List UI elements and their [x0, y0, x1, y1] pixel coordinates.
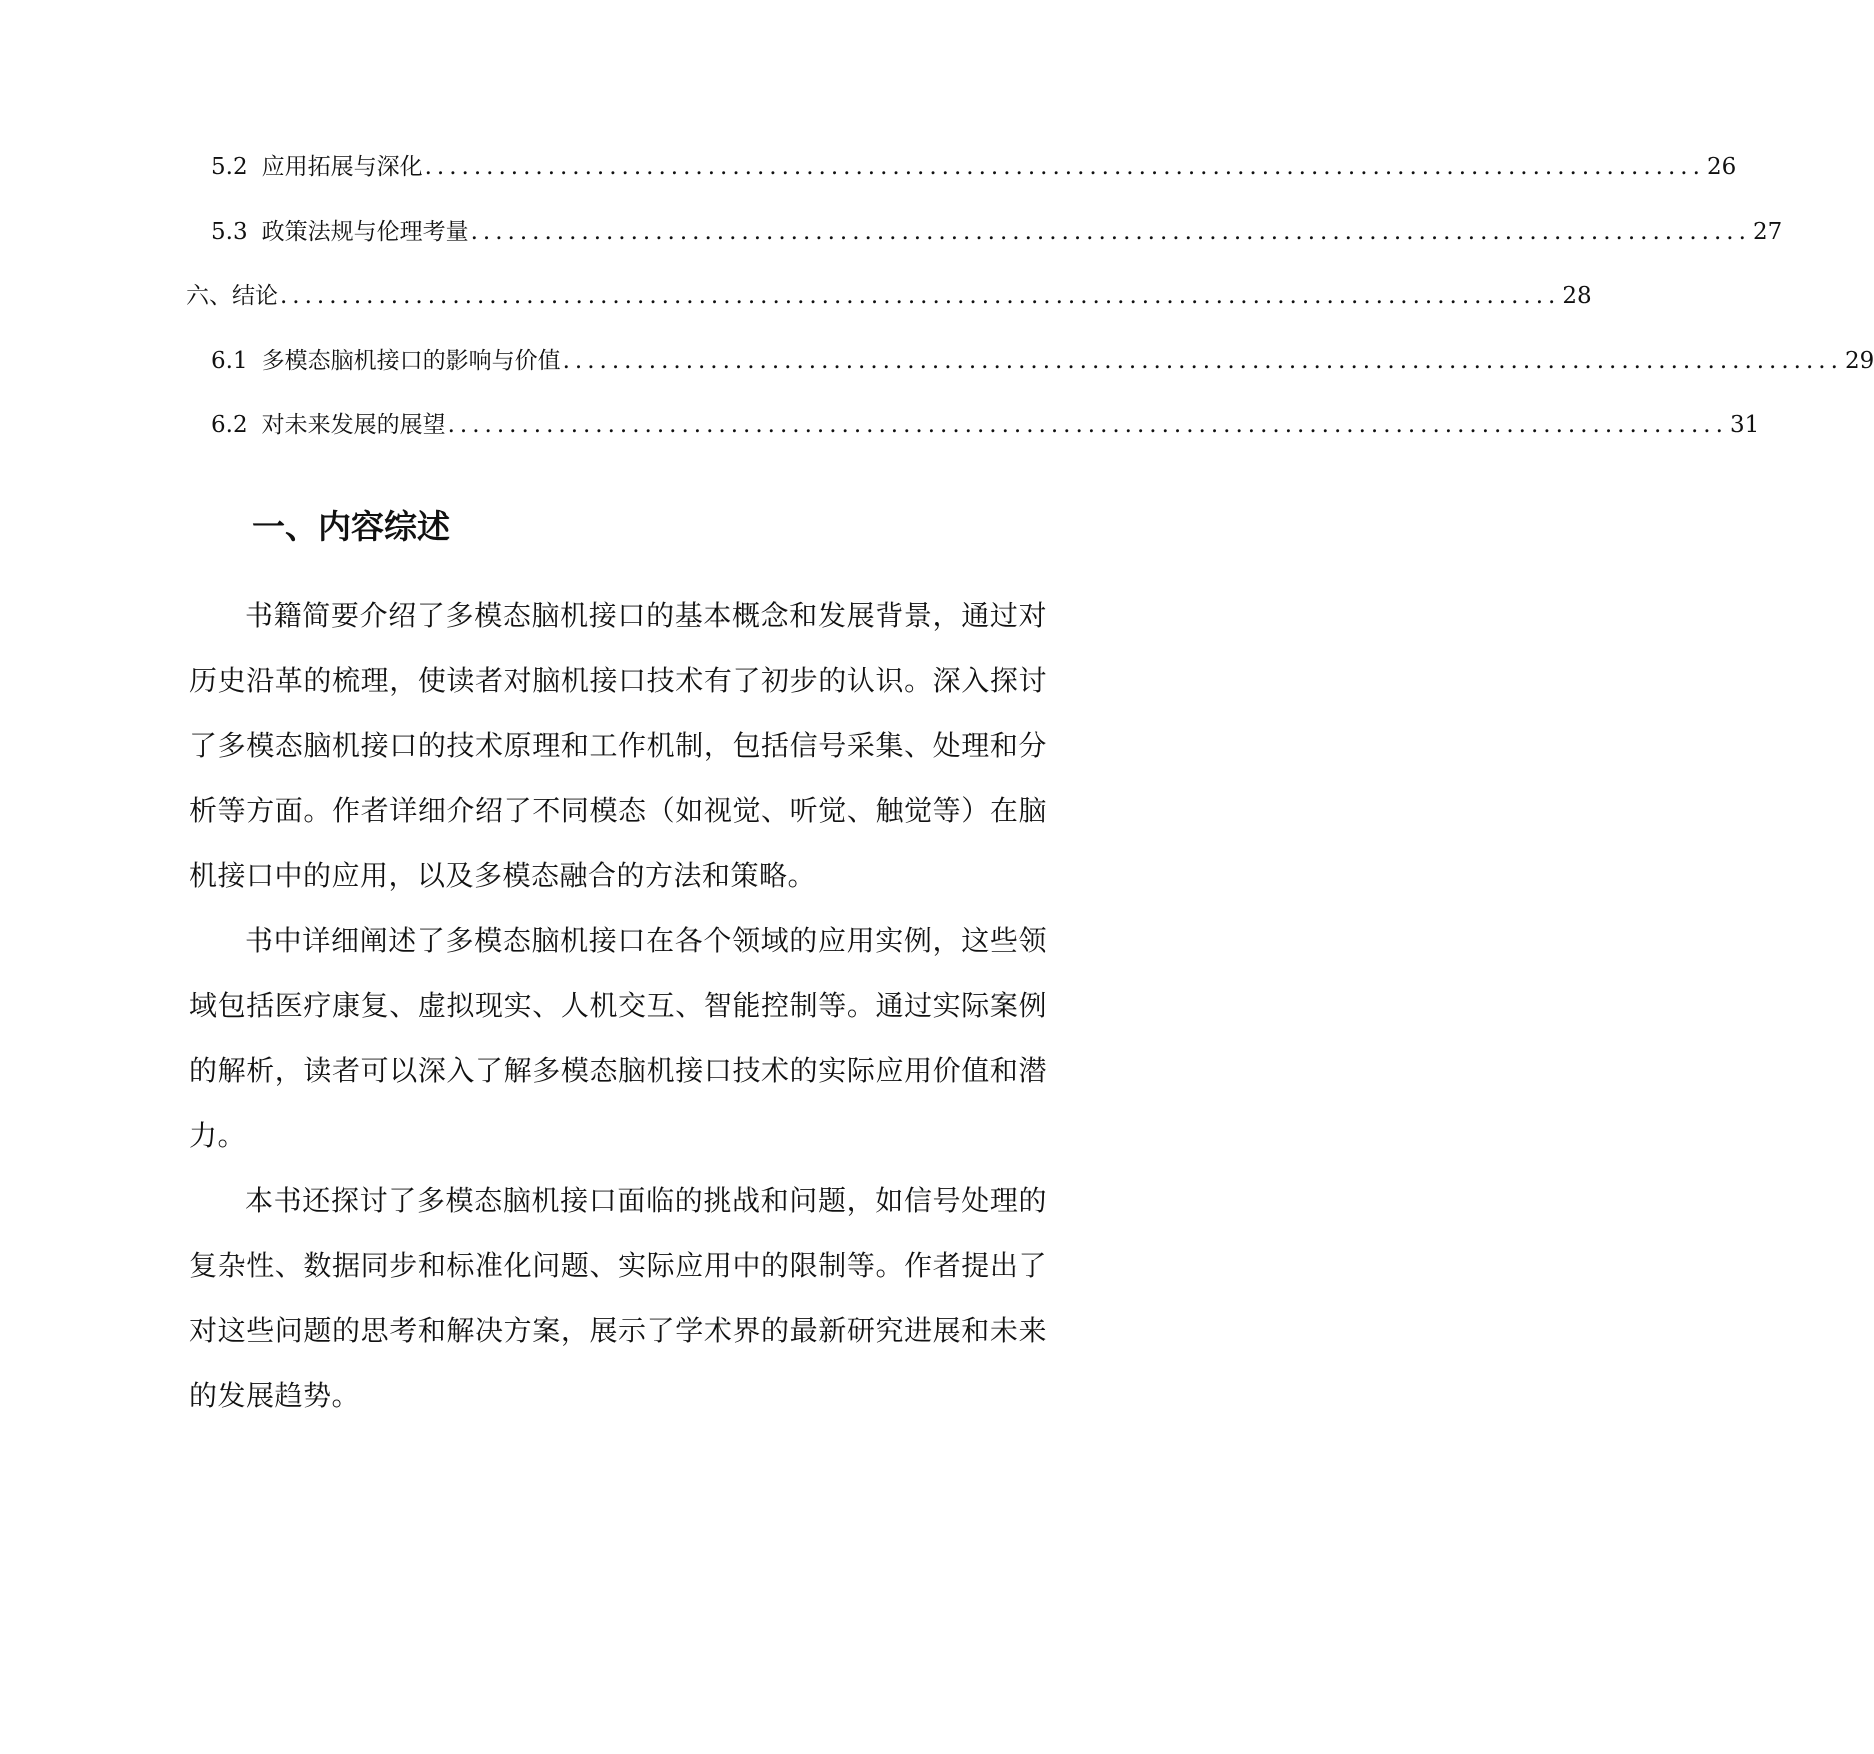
section-body [189, 583, 1047, 1428]
body-paragraph: 本书还探讨了多模态脑机接口面临的挑战和问题，如信号处理的复杂性、数据同步和标准化问题、实际应用中的限制等。作者提出了对这些问题的思考和解决方案，展示了学术界的最新研究进展和未来的发展趋势。 [189, 1184, 1047, 1412]
toc-entry-title: 政策法规与伦理考量 [261, 219, 469, 245]
toc-leader-dots: ........................................................................................................ [424, 154, 1705, 180]
toc-entry-title: 六、结论 [186, 283, 278, 309]
section-heading: 一、内容综述 [252, 507, 450, 546]
toc-leader-dots: ........................................................................................................ [470, 219, 1751, 245]
toc-entry-number: 6.2 [211, 412, 248, 438]
toc-entry-number: 6.1 [211, 348, 248, 374]
toc-entry-number: 5.2 [211, 154, 248, 180]
toc-leader-dots: ........................................................................................................ [562, 348, 1843, 374]
body-paragraph: 书中详细阐述了多模态脑机接口在各个领域的应用实例，这些领域包括医疗康复、虚拟现实、人机交互、智能控制等。通过实际案例的解析，读者可以深入了解多模态脑机接口技术的实际应用价值和潜力。 [189, 924, 1047, 1152]
toc-entry-page: 26 [1706, 154, 1737, 180]
toc-entry[interactable] [211, 346, 1874, 376]
toc-leader-dots: ........................................................................................................ [447, 412, 1728, 438]
toc-entry-title: 对未来发展的展望 [261, 412, 446, 438]
toc-entry[interactable] [211, 152, 1737, 182]
toc-entry-title: 应用拓展与深化 [261, 154, 423, 180]
toc-entry[interactable] [211, 410, 1760, 440]
toc-entry-page: 27 [1752, 219, 1783, 245]
toc-entry[interactable] [186, 281, 1592, 311]
toc-entry-number: 5.3 [211, 219, 248, 245]
toc-entry-title: 多模态脑机接口的影响与价值 [261, 348, 561, 374]
toc-entry-page: 28 [1562, 283, 1592, 309]
toc-leader-dots: ........................................................................................................ [280, 283, 1561, 309]
toc-entry-page: 31 [1729, 412, 1760, 438]
toc-entry[interactable] [211, 217, 1783, 247]
body-paragraph: 书籍简要介绍了多模态脑机接口的基本概念和发展背景，通过对历史沿革的梳理，使读者对脑机接口技术有了初步的认识。深入探讨了多模态脑机接口的技术原理和工作机制，包括信号采集、处理和分析等方面。作者详细介绍了不同模态（如视觉、听觉、触觉等）在脑机接口中的应用，以及多模态融合的方法和策略。 [189, 599, 1047, 892]
toc-entry-page: 29 [1844, 348, 1874, 374]
